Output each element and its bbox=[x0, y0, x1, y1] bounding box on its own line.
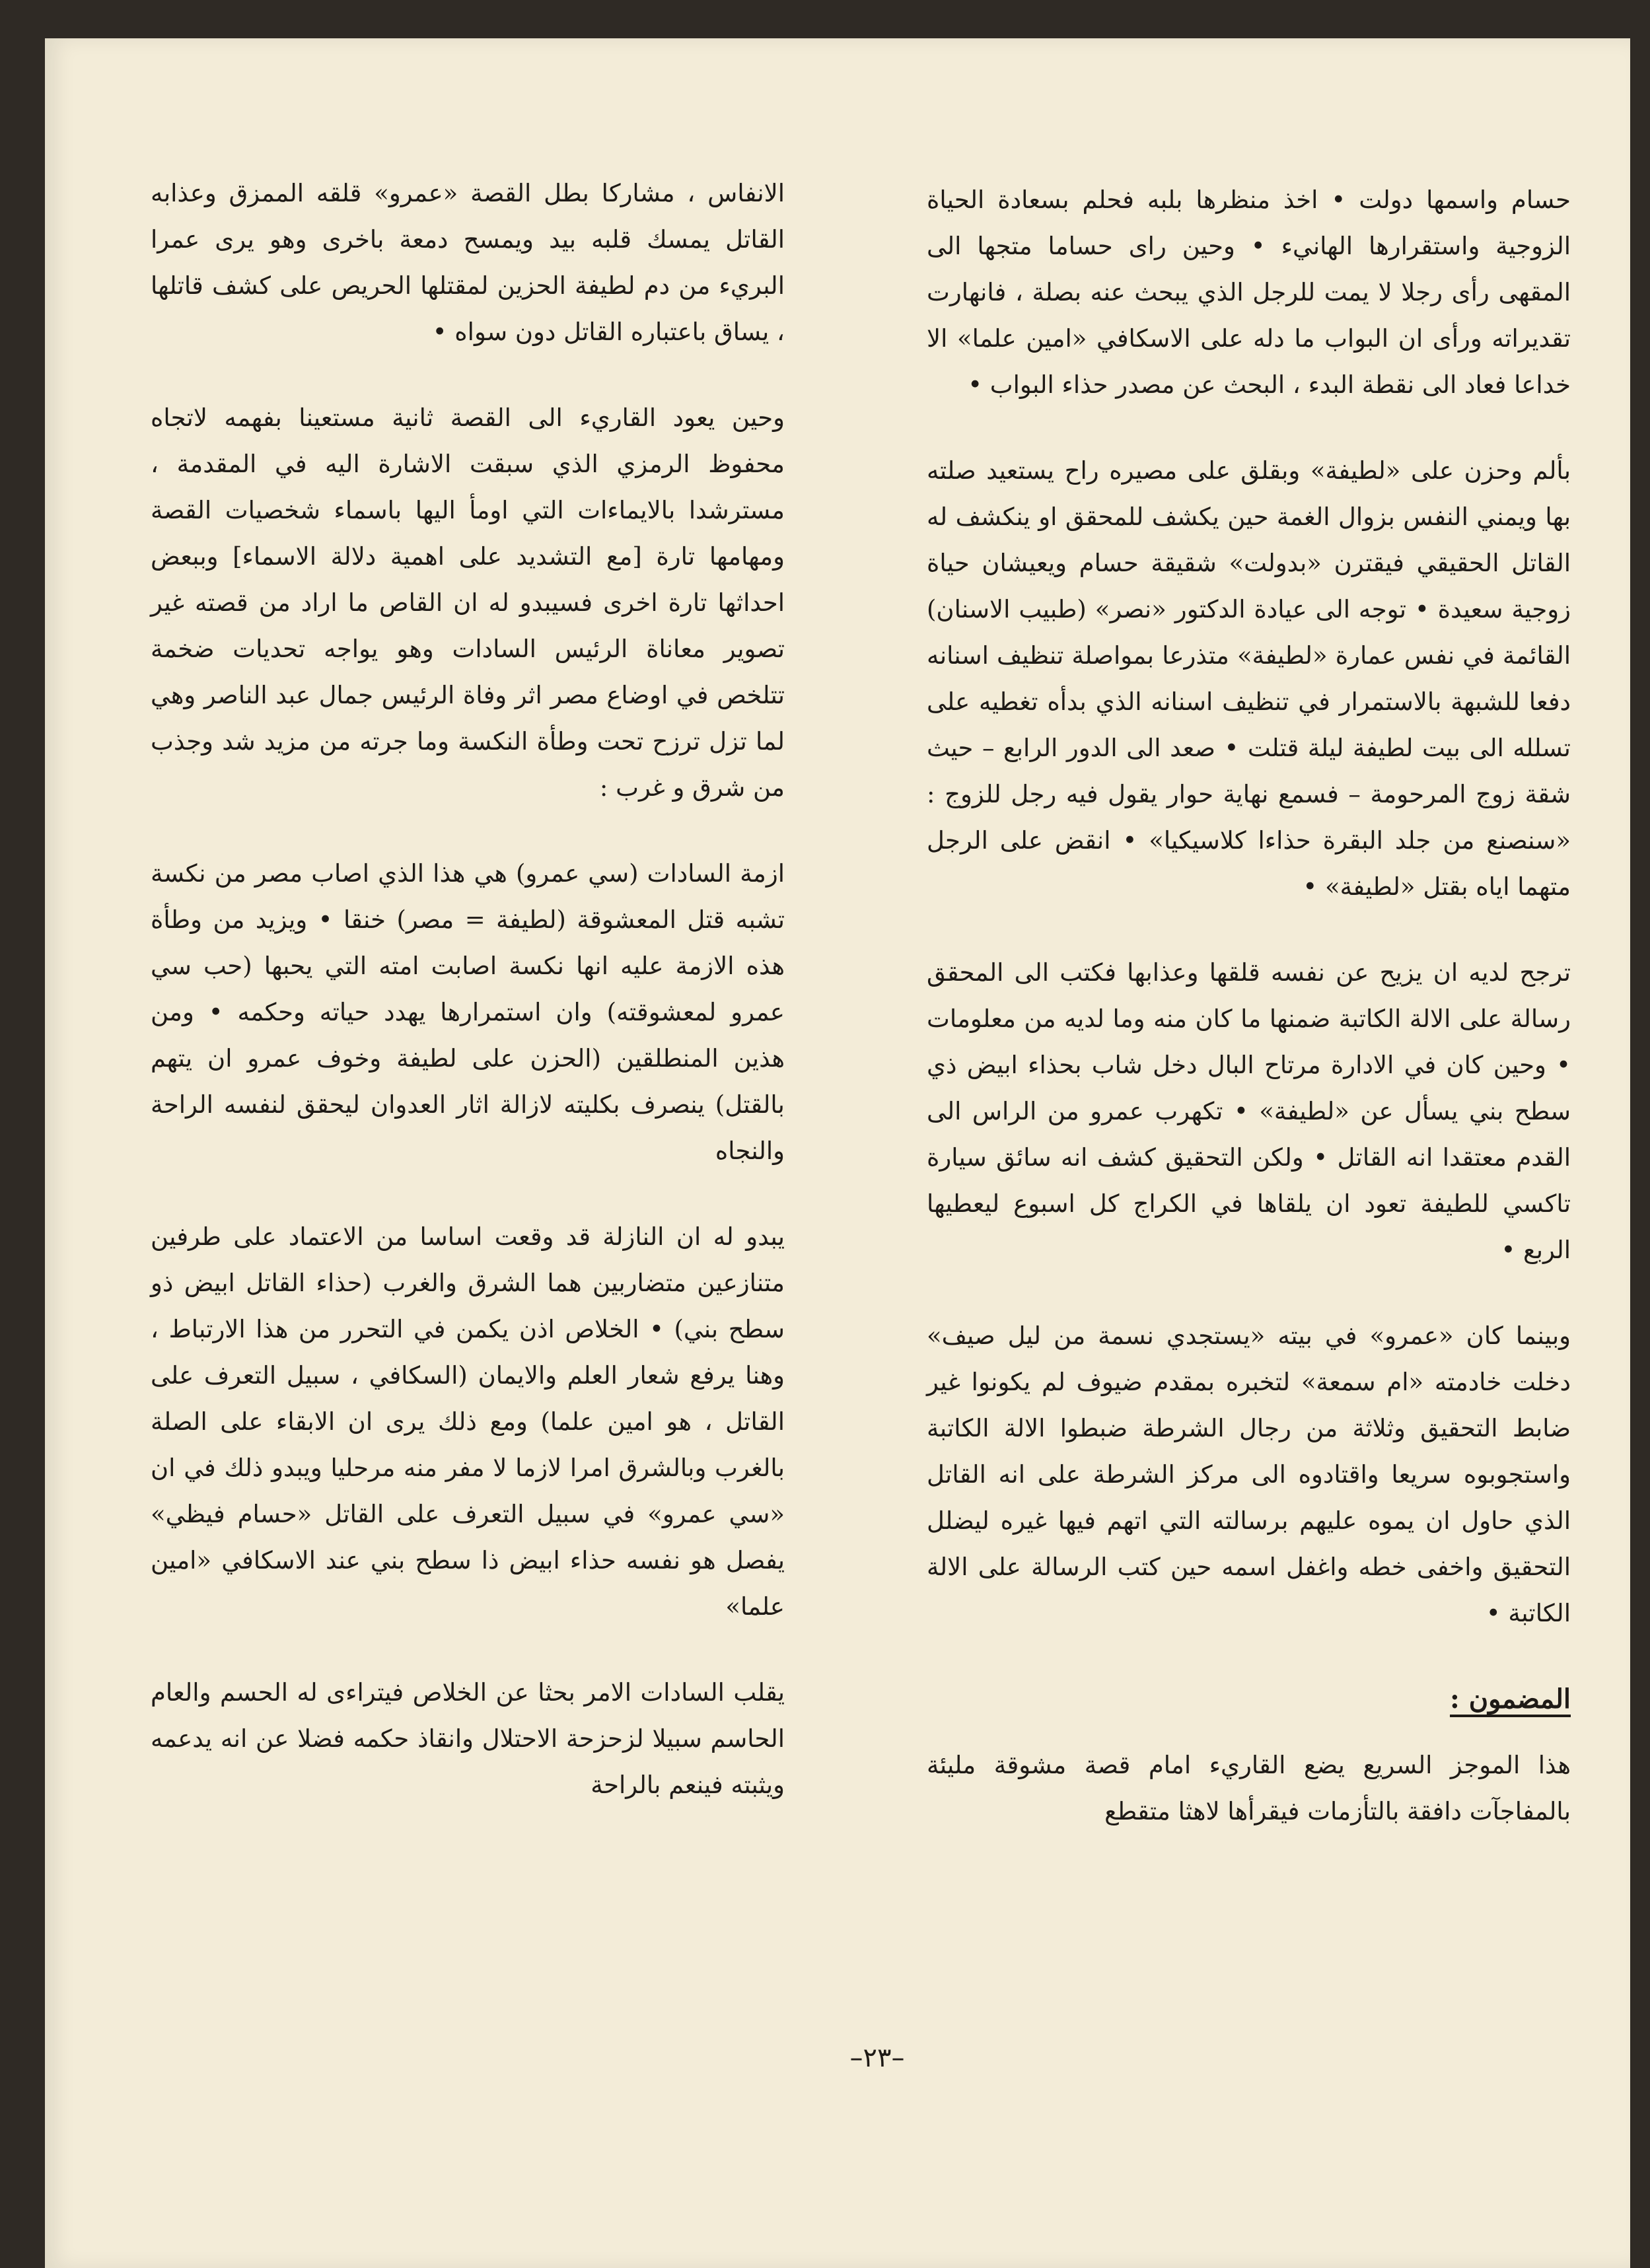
left-column bbox=[151, 170, 785, 1848]
paragraph: بألم وحزن على «لطيفة» وبقلق على مصيره راح يستعيد صلته بها ويمني النفس بزوال الغمة حين يكشف للمحقق او ينكشف له القاتل الحقيقي فيقترن «بدولت» شقيقة حسام ويعيشان حياة زوجية سعيدة • توجه الى عيادة الدكتور «نصر» (طبيب الاسنان) القائمة في نفس عمارة «لطيفة» متذرعا بمواصلة تنظيف اسنانه دفعا للشبهة بالاستمرار في تنظيف اسنانه الذي بدأه تغطيه على تسلله الى بيت لطيفة ليلة قتلت • صعد الى الدور الرابع – حيث شقة زوج المرحومة – فسمع نهاية حوار يقول فيه رجل للزوج : «سنصنع من جلد البقرة حذاءا كلاسيكيا» • انقض على الرجل متهما اياه بقتل «لطيفة» • bbox=[927, 456, 1571, 901]
book-page bbox=[45, 38, 1630, 2268]
section-heading: المضمون : bbox=[1450, 1683, 1571, 1715]
paragraph: حسام واسمها دولت • اخذ منظرها بلبه فحلم بسعادة الحياة الزوجية واستقرارها الهانيء • وحين راى حساما متجها الى المقهى رأى رجلا لا يمت للرجل الذي يبحث عنه بصلة ، فانهارت تقديراته ورأى ان البواب ما دله على الاسكافي «امين علما» الا خداعا فعاد الى نقطة البدء ، البحث عن مصدر حذاء البواب • bbox=[927, 186, 1571, 399]
paragraph: وحين يعود القاريء الى القصة ثانية مستعينا بفهمه لاتجاه محفوظ الرمزي الذي سبقت الاشارة اليه في المقدمة ، مسترشدا بالايماءات التي اومأ اليها باسماء شخصيات القصة ومهامها تارة [مع التشديد على اهمية دلالة الاسماء] وببعض احداثها تارة اخرى فسيبدو له ان القاص ما اراد من قصته غير تصوير معاناة الرئيس السادات وهو يواجه تحديات ضخمة تتلخص في اوضاع مصر اثر وفاة الرئيس جمال عبد الناصر وهي لما تزل ترزح تحت وطأة النكسة وما جرته من مزيد شد وجذب من شرق و غرب : bbox=[151, 404, 785, 802]
paragraph: وبينما كان «عمرو» في بيته «يستجدي نسمة من ليل صيف» دخلت خادمته «ام سمعة» لتخبره بمقدم ضيوف لم يكونوا غير ضابط التحقيق وثلاثة من رجال الشرطة ضبطوا الالة الكاتبة واستجوبوه سريعا واقتادوه الى مركز الشرطة على انه القاتل الذي حاول ان يموه عليهم برسالته التي اتهم فيها غيره ليضلل التحقيق واخفى خطه واغفل اسمه حين كتب الرسالة على الالة الكاتبة • bbox=[927, 1322, 1571, 1627]
paragraph: ازمة السادات (سي عمرو) هي هذا الذي اصاب مصر من نكسة تشبه قتل المعشوقة (لطيفة = مصر) خنقا • ويزيد من وطأة هذه الازمة عليه انها نكسة اصابت امته التي يحبها (حب سي عمرو لمعشوقته) وان استمرارها يهدد حياته وحكمه • ومن هذين المنطلقين (الحزن على لطيفة وخوف عمرو ان يتهم بالقتل) ينصرف بكليته لازالة اثار العدوان ليحقق لنفسه الراحة والنجاه bbox=[151, 859, 785, 1165]
paragraph: هذا الموجز السريع يضع القاريء امام قصة مشوقة مليئة بالمفاجآت دافقة بالتأزمات فيقرأها لاهثا متقطع bbox=[927, 1751, 1571, 1825]
paragraph: يقلب السادات الامر بحثا عن الخلاص فيتراءى له الحسم والعام الحاسم سبيلا لزحزحة الاحتلال وانقاذ حكمه فضلا عن انه يدعمه ويثبته فينعم بالراحة bbox=[151, 1678, 785, 1799]
paragraph: ترجح لديه ان يزيح عن نفسه قلقها وعذابها فكتب الى المحقق رسالة على الالة الكاتبة ضمنها ما كان منه وما لديه من معلومات • وحين كان في الادارة مرتاح البال دخل شاب بحذاء ابيض ذي سطح بني يسأل عن «لطيفة» • تكهرب عمرو من الراس الى القدم معتقدا انه القاتل • ولكن التحقيق كشف انه سائق سيارة تاكسي للطيفة تعود ان يلقاها في الكراج كل اسبوع ليعطيها الربع • bbox=[927, 958, 1571, 1264]
right-column bbox=[927, 177, 1571, 1874]
page-number: –٢٣– bbox=[849, 2043, 905, 2073]
paragraph: يبدو له ان النازلة قد وقعت اساسا من الاعتماد على طرفين متنازعين متضاربين هما الشرق والغرب (حذاء القاتل ابيض ذو سطح بني) • الخلاص اذن يكمن في التحرر من هذا الارتباط ، وهنا يرفع شعار العلم والايمان (السكافي ، سبيل التعرف على القاتل ، هو امين علما) ومع ذلك يرى ان الابقاء على الصلة بالغرب وبالشرق امرا لازما لا مفر منه مرحليا ويبدو ذلك في ان «سي عمرو» في سبيل التعرف على القاتل «حسام فيظي» يفصل هو نفسه حذاء ابيض ذا سطح بني عند الاسكافي «امين علما» bbox=[151, 1223, 785, 1621]
paragraph: الانفاس ، مشاركا بطل القصة «عمرو» قلقه الممزق وعذابه القاتل يمسك قلبه بيد ويمسح دمعة باخرى وهو يرى عمرا البريء من دم لطيفة الحزين لمقتلها الحريص على كشف قاتلها ، يساق باعتباره القاتل دون سواه • bbox=[151, 179, 785, 346]
